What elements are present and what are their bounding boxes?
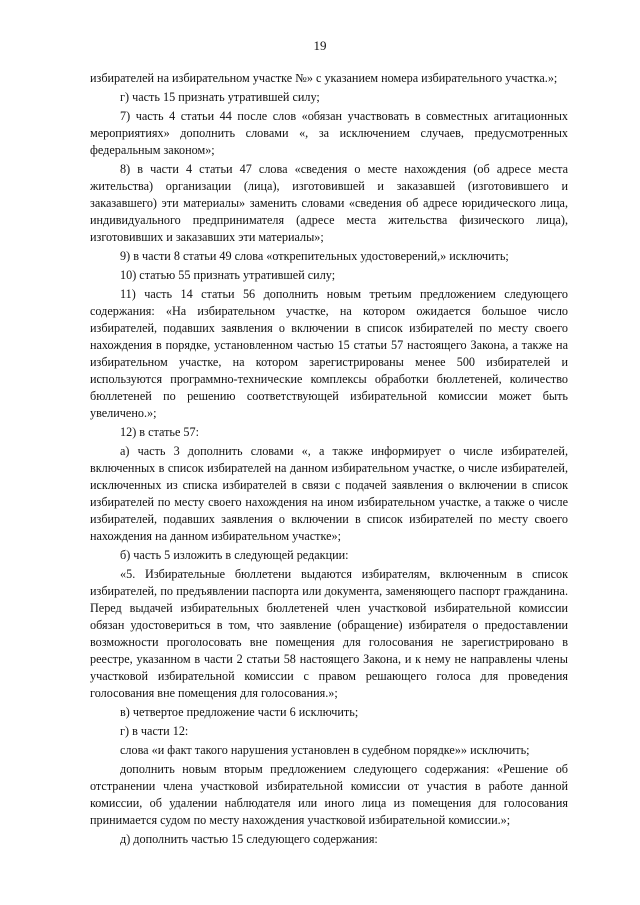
page-number: 19 [313,38,327,53]
paragraph-subitem-d: д) дополнить частью 15 следующего содержания: [120,832,378,846]
paragraph-add-sentence: дополнить новым вторым предложением следующего содержания: «Решение об отстранении члена участковой избирательной комиссии от участия в работе данной комиссии, об удалении наблюдателя или иного лица из помещения для голосования принимается судом по месту нахождения участковой избирательной комиссии.»; [90,762,568,827]
paragraph-item-11: 11) часть 14 статьи 56 дополнить новым третьим предложением следующего содержания: «На избирательном участке, на котором ожидается большое число избирателей, подавших заявления о включении в список избирателей по месту своего нахождения в порядке, установленном частью 15 статьи 57 настоящего Закона, а также на избирательном участке, на котором зарегистрированы менее 500 избирателей и используются программно-технические комплексы обработки бюллетеней, количество бюллетеней по решению соответствующей избирательной комиссии может быть увеличено.»; [90,287,568,420]
paragraph-item-7: 7) часть 4 статьи 44 после слов «обязан участвовать в совместных агитационных мероприятиях» дополнить словами «, за исключением случаев, предусмотренных федеральным законом»; [90,109,568,157]
paragraph-subitem-g: г) в части 12: [120,724,189,738]
paragraph-subitem-b: б) часть 5 изложить в следующей редакции: [120,548,349,562]
paragraph-item-12: 12) в статье 57: [120,425,199,439]
paragraph-item-g: г) часть 15 признать утратившей силу; [120,90,320,104]
paragraph-quoted-part-5: «5. Избирательные бюллетени выдаются избирателям, включенным в список избирателей, по предъявлении паспорта или документа, заменяющего паспорт гражданина. Перед выдачей избирательных бюллетеней член участковой избирательной комиссии обязан удостовериться в том, что заявление (обращение) избирателя о предоставлении возможности проголосовать вне помещения для голосования не зарегистрировано в реестре, указанном в части 2 статьи 58 настоящего Закона, и к нему не направлены члены участковой избирательной комиссии с правом решающего голоса для проведения голосования вне помещения для голосования.»; [90,567,568,700]
paragraph-continuation: избирателей на избирательном участке №» с указанием номера избирательного участка.»; [90,71,558,85]
paragraph-item-8: 8) в части 4 статьи 47 слова «сведения о месте нахождения (об адресе места жительства) организации (лица), изготовившей и заказавшей (изготовившего и заказавшего) эти материалы» заменить словами «сведения об адресе юридического лица, индивидуального предпринимателя (адресе места жительства физического лица), изготовивших и заказавших эти материалы»; [90,162,568,244]
paragraph-subitem-v: в) четвертое предложение части 6 исключить; [120,705,359,719]
paragraph-words-exclude: слова «и факт такого нарушения установлен в судебном порядке»» исключить; [120,743,530,757]
paragraph-subitem-a: а) часть 3 дополнить словами «, а также информирует о числе избирателей, включенных в список избирателей на данном избирательном участке, о числе избирателей, исключенных из списка избирателей в связи с подачей заявления о включении в список избирателей по месту своего нахождения на ином избирательном участке, а также о числе избирателей, подавших заявления о включении в список избирателей по месту своего нахождения на данном избирательном участке»; [90,444,568,543]
document-body [90,70,568,850]
paragraph-item-10: 10) статью 55 признать утратившей силу; [120,268,336,282]
paragraph-item-9: 9) в части 8 статьи 49 слова «открепительных удостоверений,» исключить; [120,249,509,263]
